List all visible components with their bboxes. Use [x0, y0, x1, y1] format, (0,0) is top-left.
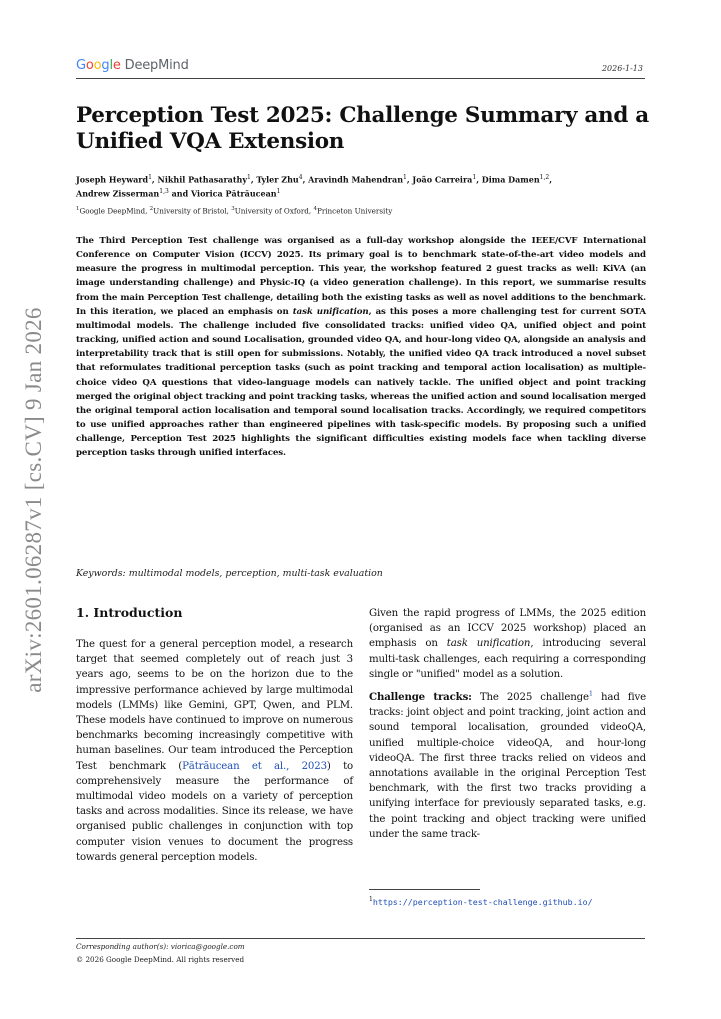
- copyright-notice: © 2026 Google DeepMind. All rights reserved: [76, 955, 245, 964]
- author: Nikhil Pathasarathy: [157, 174, 247, 185]
- run-in-heading: Challenge tracks:: [369, 691, 472, 704]
- body-text: ) to comprehensively measure the performance of multimodal video models on a variety of perception tasks and across modalities. Since its release, we have organised public challenges in conjunction with top computer vision venues to document the progress towards general perception models.: [76, 760, 354, 863]
- arxiv-stamp-text: arXiv:2601.06287v1 [cs.CV] 9 Jan 2026: [21, 307, 46, 693]
- author-affil-sup: 4: [298, 174, 303, 181]
- abstract-text: , as this poses a more challenging test for current SOTA multimodal models. The challenge included five consolidated tracks: unified video QA, unified object and point tracking, unified action and sound Localisation, grounded video QA, and hour-long video QA, alongside an analysis and interpretability track that is still open for submissions. Notably, the unified video QA track introduced a novel subset that reformulates traditional perception tasks (such as point tracking and temporal action localisation) as multiple-choice video QA questions that video-language models can natively tackle. The unified object and point tracking merged the original object tracking and point tracking tasks, whereas the unified action and sound localisation merged the original temporal action localisation and temporal sound localisation tracks. Accordingly, we required competitors to use unified approaches rather than engineered pipelines with task-specific models. By proposing such a unified challenge, Perception Test 2025 highlights the significant difficulties existing models face when tackling diverse perception tasks through unified interfaces.: [76, 306, 647, 459]
- author-list: Joseph Heyward$^1$, Nikhil Pathasarathy$^1$, Tyler Zhu$^4$, Aravindh Mahendran$^1$, João Carreira$^1$, Dima Damen$^{1,2}$, Andrew Zisserman$^{1,3}$ and Viorica Pătrăucean$^1$: [76, 174, 553, 199]
- body-text: Given the rapid progress of LMMs, the 2025 edition (organised as an ICCV 2025 workshop) placed an emphasis on: [369, 608, 646, 650]
- author: Aravindh Mahendran: [308, 174, 404, 185]
- paper-date: 2026-1-13: [601, 64, 643, 73]
- deepmind-wordmark: DeepMind: [124, 58, 189, 73]
- author-affil-sup: 1,3: [159, 188, 169, 196]
- author: Andrew Zisserman: [76, 188, 160, 199]
- section-heading-introduction: 1. Introduction: [76, 605, 183, 620]
- keywords: Keywords: multimodal models, perception, multi-task evaluation: [76, 568, 383, 579]
- author: Tyler Zhu: [256, 174, 299, 185]
- affiliation: Princeton University: [316, 206, 393, 216]
- author-affil-sup: 1: [403, 174, 407, 181]
- author: Viorica Pătrăucean: [190, 188, 277, 199]
- body-text: had five tracks: joint object and point tracking, joint action and sound temporal localisation, grounded videoQA, unified multiple-choice videoQA, and hour-long videoQA. The first three tracks relied on videos and annotations available in the original Perception Test benchmark, with the first two tracks providing a unifying interface for previously separated tasks, e.g. the point tracking and object tracking were unified under the same track-: [369, 692, 646, 840]
- emphasis: task unification: [446, 638, 531, 650]
- abstract-emphasis: task unification: [292, 306, 369, 317]
- affil-sup: 2: [149, 206, 154, 212]
- footnote-marker[interactable]: 1: [588, 689, 593, 698]
- affil-sup: 3: [231, 206, 235, 212]
- affiliation-list: $^1$Google DeepMind, $^2$University of Bristol, $^3$University of Oxford, $^4$Princeton University: [76, 206, 393, 216]
- affiliation: University of Oxford: [234, 206, 309, 216]
- footnote-divider: [369, 889, 480, 890]
- intro-left-column: [76, 637, 353, 899]
- author: João Carreira: [412, 174, 473, 185]
- google-deepmind-logo: [76, 58, 189, 73]
- paragraph: [369, 690, 646, 842]
- intro-right-column: [369, 606, 646, 878]
- author-affil-sup: 1: [148, 174, 152, 181]
- body-text: The 2025 challenge: [471, 692, 589, 704]
- affiliation: Google DeepMind: [79, 206, 146, 216]
- paragraph: [369, 606, 646, 682]
- affil-sup: 1: [76, 206, 80, 212]
- google-wordmark: Google: [76, 58, 121, 73]
- arxiv-stamp: [12, 305, 56, 695]
- footnote-number: 1: [369, 896, 373, 903]
- affil-sup: 4: [313, 206, 317, 212]
- affiliation: University of Bristol: [153, 206, 227, 216]
- author: Dima Damen: [481, 174, 540, 185]
- body-text: , introducing several multi-task challenges, each requiring a corresponding single or "unified" model as a solution.: [369, 638, 646, 680]
- footnote-url-link[interactable]: https://perception-test-challenge.github.io/: [372, 896, 593, 907]
- footnote: [369, 893, 654, 909]
- abstract: [76, 234, 646, 554]
- author-affil-sup: 1,2: [539, 174, 550, 181]
- citation-link[interactable]: Pătrăucean et al., 2023: [182, 760, 327, 772]
- author-conjunction: and: [171, 188, 189, 199]
- author-affil-sup: 1: [276, 188, 281, 196]
- paper-title: Perception Test 2025: Challenge Summary and a Unified VQA Extension: [76, 103, 649, 154]
- header-divider: [76, 78, 645, 79]
- author: Joseph Heyward: [76, 174, 149, 185]
- author-affil-sup: 1: [247, 174, 251, 181]
- abstract-text: The Third Perception Test challenge was organised as a full-day workshop alongside the IEEE/CVF International Conference on Computer Vision (ICCV) 2025. Its primary goal is to benchmark state-of-the-art video models and measure the progress in multimodal perception. This year, the workshop featured 2 guest tracks as well: KiVA (an image understanding challenge) and Physic-IQ (a video generation challenge). In this report, we summarise results from the main Perception Test challenge, detailing both the existing tasks as well as novel additions to the benchmark. In this iteration, we placed an emphasis on: [76, 236, 646, 317]
- author-affil-sup: 1: [472, 174, 477, 181]
- corresponding-author: Corresponding author(s): viorica@google.com: [76, 942, 245, 951]
- footer-divider: [76, 938, 645, 939]
- body-text: The quest for a general perception model, a research target that seemed completely out of reach just 3 years ago, seems to be on the horizon due to the impressive performance achieved by large multimodal models (LMMs) like Gemini, GPT, Qwen, and PLM. These models have continued to improve on numerous benchmarks becoming increasingly competitive with human baselines. Our team introduced the Perception Test benchmark (: [76, 639, 353, 772]
